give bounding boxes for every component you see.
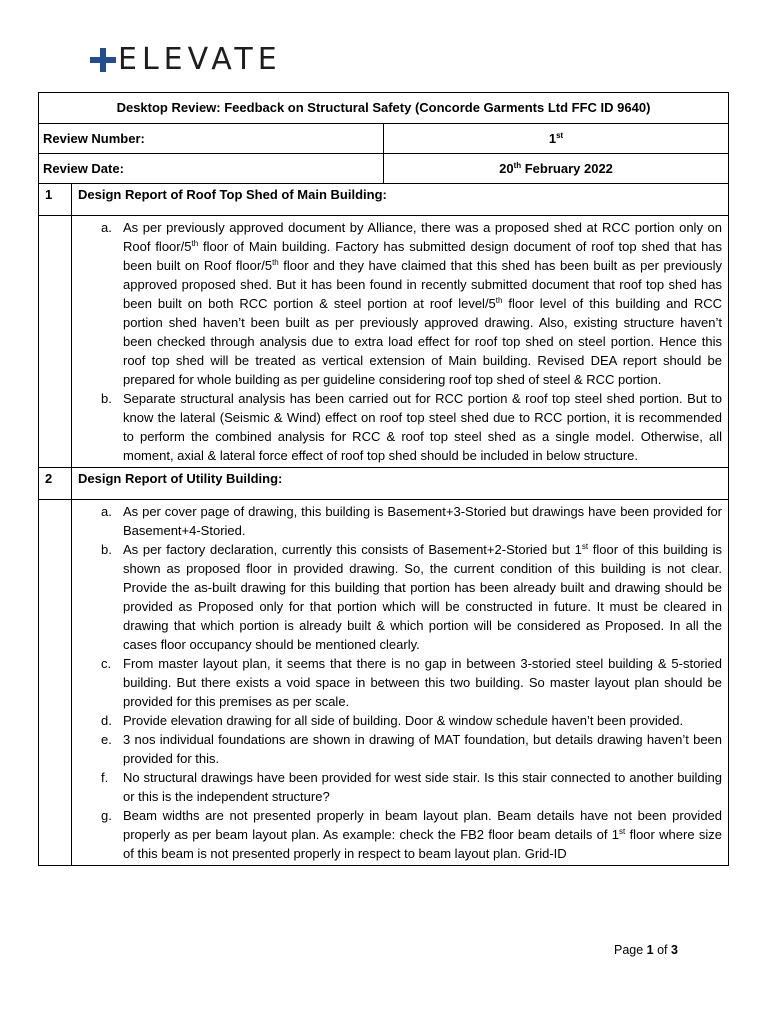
- ordinal-suffix: th: [495, 296, 503, 305]
- section-2-header: [39, 468, 729, 500]
- elevate-logo: [90, 44, 282, 76]
- logo-text: ELEVATE: [118, 42, 282, 77]
- section-1-content: [39, 216, 729, 468]
- list-item: [101, 502, 723, 540]
- section-1-header: [39, 184, 729, 216]
- list-item: [101, 768, 723, 806]
- list-marker: a.: [101, 220, 112, 235]
- review-date-value: 20th February 2022: [384, 154, 729, 184]
- document-title: Desktop Review: Feedback on Structural Safety (Concorde Garments Ltd FFC ID 9640): [39, 93, 729, 124]
- ordinal-suffix: st: [581, 542, 589, 551]
- list-marker: e.: [101, 732, 112, 747]
- item-text: floor and they have claimed that this shed has been built as per previously approved proposed shed. But it has been found in recently submitted document that roof top shed has been built on both RCC portion & steel portion at roof level/5: [123, 258, 723, 311]
- item-text: No structural drawings have been provided for west side stair. Is this stair connected to another building or this is the independent structure?: [123, 770, 723, 804]
- list-item: [101, 540, 723, 654]
- ordinal-suffix: st: [619, 827, 626, 836]
- review-number-label: Review Number:: [39, 124, 384, 154]
- item-text: floor where size of this beam is not presented properly in respect to beam layout plan. Grid-ID: [123, 827, 723, 861]
- ordinal-suffix: th: [272, 258, 279, 267]
- item-text: floor of Main building. Factory has submitted design document of roof top shed that has been built on Roof floor/5: [123, 239, 723, 273]
- review-date-label: Review Date:: [39, 154, 384, 184]
- section-number: 2: [39, 468, 72, 500]
- list-item: [101, 389, 723, 465]
- section-content: [72, 216, 729, 468]
- section-list: [72, 216, 728, 467]
- list-marker: f.: [101, 770, 109, 785]
- item-text: floor of this building is shown as proposed floor in provided drawing. So, the current condition of this building is not clear. Provide the as-built drawing for this building that portion has been already built and drawing should be provided as Proposed only for that portion which will be constructed in future. It must be cleared in drawing that which portion is already built & which portion will be considered as Proposed. In all the cases floor occupancy should be mentioned clearly.: [123, 542, 723, 652]
- page-number: Page 1 of 3: [614, 943, 678, 957]
- list-marker: g.: [101, 808, 112, 823]
- section-number: 1: [39, 184, 72, 216]
- section-2-content: [39, 500, 729, 866]
- item-text: From master layout plan, it seems that there is no gap in between 3-storied steel building & 5-storied building. But there exists a void space in between this two building. So master layout plan should be provided for this premises as per scale.: [123, 656, 723, 709]
- plus-logo-icon: [90, 47, 116, 73]
- list-item: [101, 218, 723, 389]
- review-number-value: 1st: [384, 124, 729, 154]
- list-item: [101, 711, 722, 730]
- review-date-row: [39, 154, 729, 184]
- item-text: As per factory declaration, currently this consists of Basement+2-Storied but 1: [123, 542, 582, 557]
- review-number-row: [39, 124, 729, 154]
- item-text: Provide elevation drawing for all side of building. Door & window schedule haven’t been provided.: [123, 713, 684, 728]
- ordinal-suffix: th: [191, 239, 199, 248]
- section-title: Design Report of Roof Top Shed of Main Building:: [72, 184, 729, 216]
- item-text: Separate structural analysis has been carried out for RCC portion & roof top steel shed portion. But to know the lateral (Seismic & Wind) effect on roof top steel shed due to RCC portion, it is recommended to perform the combined analysis for RCC & roof top steel shed as a single model. Otherwise, all moment, axial & lateral force effect of roof top shed should be included in below structure.: [123, 391, 723, 463]
- list-marker: b.: [101, 542, 112, 557]
- item-text: As per previously approved document by Alliance, there was a proposed shed at RCC portion only on Roof floor/5: [123, 220, 723, 254]
- item-text: 3 nos individual foundations are shown in drawing of MAT foundation, but details drawing haven’t been provided for this.: [123, 732, 723, 766]
- list-item: [101, 730, 723, 768]
- item-text: As per cover page of drawing, this building is Basement+3-Storied but drawings have been provided for Basement+4-Storied.: [123, 504, 723, 538]
- item-text: Beam widths are not presented properly in beam layout plan. Beam details have not been provided properly as per beam layout plan. As example: check the FB2 floor beam details of 1: [123, 808, 723, 842]
- section-number-spacer: [39, 500, 72, 866]
- list-marker: c.: [101, 656, 112, 671]
- section-content: [72, 500, 729, 866]
- list-item: [101, 654, 723, 711]
- section-title: Design Report of Utility Building:: [72, 468, 729, 500]
- section-list: [72, 500, 728, 865]
- section-number-spacer: [39, 216, 72, 468]
- list-marker: d.: [101, 713, 112, 728]
- title-row: [39, 93, 729, 124]
- item-text: floor level of this building and RCC portion shed haven’t been built as per previously approved drawing. Also, existing structure haven’t been checked through analysis due to extra load effect for roof top shed on steel portion. Hence this roof top shed will be treated as vertical extension of Main building. Revised DEA report should be prepared for whole building as per guideline considering roof top shed of steel & RCC portion.: [123, 296, 723, 387]
- list-marker: b.: [101, 391, 112, 406]
- review-table: [38, 92, 729, 866]
- list-marker: a.: [101, 504, 112, 519]
- list-item: [101, 806, 723, 863]
